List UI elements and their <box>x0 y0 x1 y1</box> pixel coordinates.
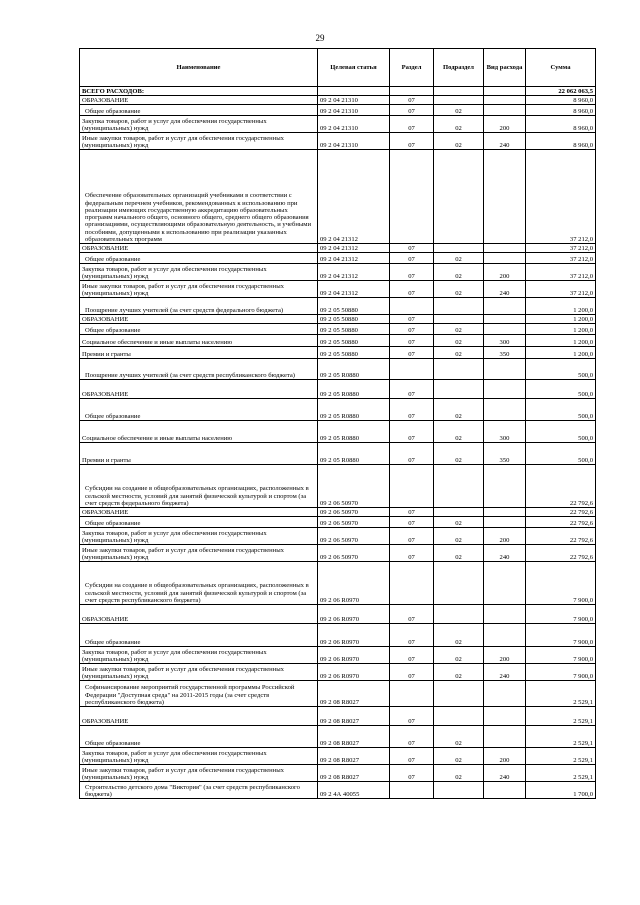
cell-target: 09 2 08 R8027 <box>318 707 390 726</box>
cell-name: ВСЕГО РАСХОДОВ: <box>80 87 318 96</box>
table-row <box>80 87 596 96</box>
cell-section: 07 <box>390 133 434 150</box>
budget-table <box>79 48 596 799</box>
cell-kind <box>484 315 526 324</box>
cell-target: 09 2 06 R0970 <box>318 562 390 605</box>
cell-section: 07 <box>390 244 434 253</box>
cell-target: 09 2 04 21312 <box>318 264 390 281</box>
cell-sum: 500,0 <box>526 421 596 443</box>
cell-subsection: 02 <box>434 624 484 647</box>
cell-subsection <box>434 244 484 253</box>
cell-subsection <box>434 508 484 517</box>
cell-target: 09 2 05 R0880 <box>318 421 390 443</box>
cell-subsection <box>434 380 484 399</box>
cell-target: 09 2 04 21312 <box>318 150 390 244</box>
table-row <box>80 624 596 647</box>
cell-name: Общее образование <box>80 324 318 335</box>
cell-kind: 350 <box>484 347 526 359</box>
cell-target: 09 2 4А 40055 <box>318 782 390 799</box>
cell-subsection <box>434 707 484 726</box>
table-row <box>80 116 596 133</box>
cell-kind <box>484 726 526 748</box>
cell-section: 07 <box>390 96 434 105</box>
cell-section: 07 <box>390 647 434 664</box>
cell-subsection <box>434 96 484 105</box>
cell-section: 07 <box>390 116 434 133</box>
table-header-row <box>80 49 596 87</box>
cell-name: Иные закупки товаров, работ и услуг для обеспечения государственных (муниципальных) нужд <box>80 664 318 681</box>
cell-subsection: 02 <box>434 647 484 664</box>
cell-sum: 8 960,0 <box>526 133 596 150</box>
cell-name: Премии и гранты <box>80 347 318 359</box>
cell-kind <box>484 87 526 96</box>
cell-section: 07 <box>390 765 434 782</box>
cell-name: Софинансирование мероприятий государственной программы Российской Федерации "Доступная среда" на 2011-2015 годы (за счет средств республиканского бюджета) <box>80 681 318 707</box>
cell-section: 07 <box>390 664 434 681</box>
cell-section <box>390 681 434 707</box>
table-row <box>80 508 596 517</box>
cell-target: 09 2 06 50970 <box>318 528 390 545</box>
cell-target <box>318 87 390 96</box>
cell-section: 07 <box>390 324 434 335</box>
cell-target: 09 2 06 R0970 <box>318 624 390 647</box>
cell-kind: 200 <box>484 116 526 133</box>
cell-name: Общее образование <box>80 105 318 116</box>
cell-target: 09 2 06 50970 <box>318 517 390 528</box>
cell-sum: 37 212,0 <box>526 264 596 281</box>
cell-name: Строительство детского дома "Виктория" (за счет средств республиканского бюджета) <box>80 782 318 799</box>
cell-section <box>390 465 434 508</box>
table-row <box>80 264 596 281</box>
cell-target: 09 2 05 R0880 <box>318 443 390 465</box>
cell-section <box>390 87 434 96</box>
cell-kind: 350 <box>484 443 526 465</box>
cell-target: 09 2 05 50880 <box>318 298 390 315</box>
cell-name: Иные закупки товаров, работ и услуг для обеспечения государственных (муниципальных) нужд <box>80 765 318 782</box>
cell-target: 09 2 08 R8027 <box>318 681 390 707</box>
cell-sum: 7 900,0 <box>526 605 596 624</box>
cell-section: 07 <box>390 748 434 765</box>
cell-section: 07 <box>390 707 434 726</box>
cell-target: 09 2 04 21312 <box>318 281 390 298</box>
cell-name: Поощрение лучших учителей (за счет средств республиканского бюджета) <box>80 359 318 380</box>
cell-sum: 500,0 <box>526 359 596 380</box>
cell-subsection: 02 <box>434 335 484 347</box>
cell-sum: 500,0 <box>526 399 596 421</box>
cell-kind: 200 <box>484 647 526 664</box>
table-row <box>80 545 596 562</box>
cell-kind: 240 <box>484 664 526 681</box>
cell-name: Закупка товаров, работ и услуг для обеспечения государственных (муниципальных) нужд <box>80 647 318 664</box>
cell-name: ОБРАЗОВАНИЕ <box>80 605 318 624</box>
header-name: Наименование <box>80 49 318 87</box>
header-subsection: Подраздел <box>434 49 484 87</box>
table-row <box>80 359 596 380</box>
cell-sum: 1 200,0 <box>526 335 596 347</box>
table-row <box>80 244 596 253</box>
cell-section: 07 <box>390 347 434 359</box>
cell-kind <box>484 707 526 726</box>
cell-kind <box>484 298 526 315</box>
cell-section: 07 <box>390 380 434 399</box>
table-row <box>80 647 596 664</box>
cell-kind <box>484 399 526 421</box>
cell-name: Общее образование <box>80 253 318 264</box>
table-row <box>80 664 596 681</box>
cell-section: 07 <box>390 399 434 421</box>
cell-name: Иные закупки товаров, работ и услуг для обеспечения государственных (муниципальных) нужд <box>80 281 318 298</box>
header-sum: Сумма <box>526 49 596 87</box>
cell-target: 09 2 04 21310 <box>318 133 390 150</box>
cell-subsection: 02 <box>434 726 484 748</box>
table-row <box>80 133 596 150</box>
cell-sum: 37 212,0 <box>526 281 596 298</box>
table-row <box>80 421 596 443</box>
cell-subsection: 02 <box>434 105 484 116</box>
cell-section: 07 <box>390 443 434 465</box>
cell-name: Закупка товаров, работ и услуг для обеспечения государственных (муниципальных) нужд <box>80 116 318 133</box>
cell-name: Премии и гранты <box>80 443 318 465</box>
cell-name: ОБРАЗОВАНИЕ <box>80 244 318 253</box>
table-row <box>80 281 596 298</box>
cell-kind <box>484 244 526 253</box>
cell-subsection: 02 <box>434 748 484 765</box>
table-row <box>80 150 596 244</box>
cell-name: Общее образование <box>80 726 318 748</box>
cell-sum: 22 792,6 <box>526 528 596 545</box>
cell-kind <box>484 605 526 624</box>
cell-target: 09 2 05 50880 <box>318 324 390 335</box>
cell-kind <box>484 562 526 605</box>
cell-subsection: 02 <box>434 281 484 298</box>
cell-kind <box>484 508 526 517</box>
table-row <box>80 324 596 335</box>
cell-sum: 2 529,1 <box>526 765 596 782</box>
table-row <box>80 298 596 315</box>
cell-kind <box>484 253 526 264</box>
cell-section: 07 <box>390 508 434 517</box>
cell-sum: 37 212,0 <box>526 244 596 253</box>
cell-sum: 500,0 <box>526 443 596 465</box>
cell-sum: 2 529,1 <box>526 748 596 765</box>
cell-target: 09 2 05 50880 <box>318 335 390 347</box>
cell-section: 07 <box>390 421 434 443</box>
table-row <box>80 335 596 347</box>
cell-subsection <box>434 87 484 96</box>
table-body <box>80 87 596 799</box>
cell-subsection: 02 <box>434 264 484 281</box>
cell-name: Поощрение лучших учителей (за счет средств федерального бюджета) <box>80 298 318 315</box>
cell-target: 09 2 04 21310 <box>318 96 390 105</box>
cell-name: ОБРАЗОВАНИЕ <box>80 96 318 105</box>
table-row <box>80 517 596 528</box>
cell-target: 09 2 05 R0880 <box>318 399 390 421</box>
cell-kind <box>484 517 526 528</box>
cell-kind <box>484 105 526 116</box>
cell-subsection <box>434 605 484 624</box>
table-row <box>80 315 596 324</box>
table-row <box>80 347 596 359</box>
cell-kind: 300 <box>484 421 526 443</box>
cell-subsection: 02 <box>434 253 484 264</box>
cell-subsection: 02 <box>434 324 484 335</box>
cell-subsection <box>434 782 484 799</box>
cell-target: 09 2 04 21310 <box>318 116 390 133</box>
cell-section: 07 <box>390 264 434 281</box>
cell-sum: 2 529,1 <box>526 707 596 726</box>
cell-section: 07 <box>390 528 434 545</box>
cell-target: 09 2 04 21312 <box>318 244 390 253</box>
cell-section: 07 <box>390 545 434 562</box>
table-row <box>80 726 596 748</box>
cell-section <box>390 298 434 315</box>
table-row <box>80 782 596 799</box>
cell-target: 09 2 06 R0970 <box>318 605 390 624</box>
cell-name: Общее образование <box>80 399 318 421</box>
cell-name: Социальное обеспечение и иные выплаты населению <box>80 335 318 347</box>
cell-target: 09 2 05 50880 <box>318 315 390 324</box>
cell-sum: 1 200,0 <box>526 298 596 315</box>
cell-kind <box>484 359 526 380</box>
cell-target: 09 2 08 R8027 <box>318 765 390 782</box>
page-number: 29 <box>315 33 325 43</box>
cell-kind: 240 <box>484 133 526 150</box>
cell-section: 07 <box>390 315 434 324</box>
cell-subsection: 02 <box>434 133 484 150</box>
table-row <box>80 443 596 465</box>
cell-subsection: 02 <box>434 664 484 681</box>
cell-section: 07 <box>390 726 434 748</box>
cell-section <box>390 150 434 244</box>
cell-subsection: 02 <box>434 347 484 359</box>
cell-target: 09 2 05 50880 <box>318 347 390 359</box>
cell-sum: 7 900,0 <box>526 664 596 681</box>
cell-subsection: 02 <box>434 116 484 133</box>
cell-sum: 7 900,0 <box>526 562 596 605</box>
cell-sum: 500,0 <box>526 380 596 399</box>
cell-subsection <box>434 315 484 324</box>
cell-sum: 22 792,6 <box>526 545 596 562</box>
cell-kind <box>484 624 526 647</box>
cell-kind: 200 <box>484 528 526 545</box>
cell-section <box>390 782 434 799</box>
cell-kind <box>484 96 526 105</box>
table-row <box>80 399 596 421</box>
cell-target: 09 2 08 R8027 <box>318 748 390 765</box>
cell-subsection <box>434 298 484 315</box>
cell-name: Закупка товаров, работ и услуг для обеспечения государственных (муниципальных) нужд <box>80 528 318 545</box>
cell-name: Социальное обеспечение и иные выплаты населению <box>80 421 318 443</box>
cell-section: 07 <box>390 624 434 647</box>
cell-name: ОБРАЗОВАНИЕ <box>80 380 318 399</box>
cell-section: 07 <box>390 253 434 264</box>
cell-target: 09 2 06 50970 <box>318 545 390 562</box>
cell-sum: 37 212,0 <box>526 150 596 244</box>
cell-kind <box>484 150 526 244</box>
cell-name: Иные закупки товаров, работ и услуг для обеспечения государственных (муниципальных) нужд <box>80 133 318 150</box>
cell-section <box>390 359 434 380</box>
cell-subsection: 02 <box>434 399 484 421</box>
cell-kind: 240 <box>484 765 526 782</box>
cell-sum: 22 792,6 <box>526 508 596 517</box>
cell-sum: 2 529,1 <box>526 681 596 707</box>
cell-sum: 7 900,0 <box>526 624 596 647</box>
cell-kind: 300 <box>484 335 526 347</box>
cell-section: 07 <box>390 517 434 528</box>
cell-section: 07 <box>390 281 434 298</box>
cell-subsection <box>434 465 484 508</box>
cell-kind <box>484 380 526 399</box>
cell-name: Закупка товаров, работ и услуг для обеспечения государственных (муниципальных) нужд <box>80 264 318 281</box>
cell-name: ОБРАЗОВАНИЕ <box>80 508 318 517</box>
cell-sum: 1 700,0 <box>526 782 596 799</box>
cell-target: 09 2 06 50970 <box>318 508 390 517</box>
cell-sum: 2 529,1 <box>526 726 596 748</box>
cell-kind: 240 <box>484 545 526 562</box>
cell-kind <box>484 465 526 508</box>
cell-kind <box>484 681 526 707</box>
cell-name: Обеспечение образовательных организаций учебниками в соответствии с федеральным перечнем учебников, рекомендованных к использованию при реализации имеющих государственную аккредитацию образовательных программ начального общего, основного общего, среднего общего образования организациями, осуществляющими образовательную деятельность, и учебными пособиями, допущенными к использованию при реализации указанных образовательных программ <box>80 150 318 244</box>
cell-target: 09 2 06 50970 <box>318 465 390 508</box>
cell-subsection <box>434 562 484 605</box>
table-row <box>80 380 596 399</box>
cell-subsection <box>434 150 484 244</box>
cell-kind: 240 <box>484 281 526 298</box>
cell-sum: 22 792,6 <box>526 465 596 508</box>
cell-target: 09 2 08 R8027 <box>318 726 390 748</box>
cell-name: Общее образование <box>80 517 318 528</box>
table-row <box>80 707 596 726</box>
cell-kind <box>484 324 526 335</box>
cell-section: 07 <box>390 335 434 347</box>
cell-target: 09 2 06 R0970 <box>318 664 390 681</box>
cell-subsection: 02 <box>434 421 484 443</box>
table-row <box>80 605 596 624</box>
cell-name: Общее образование <box>80 624 318 647</box>
table-row <box>80 681 596 707</box>
table-row <box>80 765 596 782</box>
cell-target: 09 2 04 21312 <box>318 253 390 264</box>
cell-name: Субсидии на создание в общеобразовательных организациях, расположенных в сельской местности, условий для занятий физической культурой и спортом (за счет средств республиканского бюджета) <box>80 562 318 605</box>
cell-kind <box>484 782 526 799</box>
cell-subsection: 02 <box>434 528 484 545</box>
cell-name: Закупка товаров, работ и услуг для обеспечения государственных (муниципальных) нужд <box>80 748 318 765</box>
table-row <box>80 748 596 765</box>
header-section: Раздел <box>390 49 434 87</box>
table-row <box>80 528 596 545</box>
cell-section <box>390 562 434 605</box>
cell-target: 09 2 05 R0880 <box>318 359 390 380</box>
cell-section: 07 <box>390 105 434 116</box>
table-row <box>80 253 596 264</box>
cell-sum: 1 200,0 <box>526 315 596 324</box>
cell-subsection: 02 <box>434 545 484 562</box>
cell-subsection: 02 <box>434 765 484 782</box>
cell-section: 07 <box>390 605 434 624</box>
cell-kind: 200 <box>484 264 526 281</box>
table-row <box>80 105 596 116</box>
table-row <box>80 562 596 605</box>
cell-target: 09 2 04 21310 <box>318 105 390 116</box>
cell-target: 09 2 05 R0880 <box>318 380 390 399</box>
header-kind: Вид расхода <box>484 49 526 87</box>
cell-subsection: 02 <box>434 517 484 528</box>
cell-sum: 22 062 063,5 <box>526 87 596 96</box>
cell-name: Иные закупки товаров, работ и услуг для обеспечения государственных (муниципальных) нужд <box>80 545 318 562</box>
table-row <box>80 465 596 508</box>
cell-sum: 37 212,0 <box>526 253 596 264</box>
cell-name: ОБРАЗОВАНИЕ <box>80 315 318 324</box>
table-row <box>80 96 596 105</box>
cell-subsection <box>434 359 484 380</box>
cell-sum: 7 900,0 <box>526 647 596 664</box>
cell-sum: 8 960,0 <box>526 116 596 133</box>
cell-subsection: 02 <box>434 443 484 465</box>
cell-name: Субсидии на создание в общеобразовательных организациях, расположенных в сельской местности, условий для занятий физической культурой и спортом (за счет средств федерального бюджета) <box>80 465 318 508</box>
cell-sum: 8 960,0 <box>526 96 596 105</box>
cell-name: ОБРАЗОВАНИЕ <box>80 707 318 726</box>
cell-subsection <box>434 681 484 707</box>
cell-target: 09 2 06 R0970 <box>318 647 390 664</box>
cell-kind: 200 <box>484 748 526 765</box>
header-target: Целевая статья <box>318 49 390 87</box>
cell-sum: 22 792,6 <box>526 517 596 528</box>
cell-sum: 1 200,0 <box>526 347 596 359</box>
cell-sum: 1 200,0 <box>526 324 596 335</box>
cell-sum: 8 960,0 <box>526 105 596 116</box>
